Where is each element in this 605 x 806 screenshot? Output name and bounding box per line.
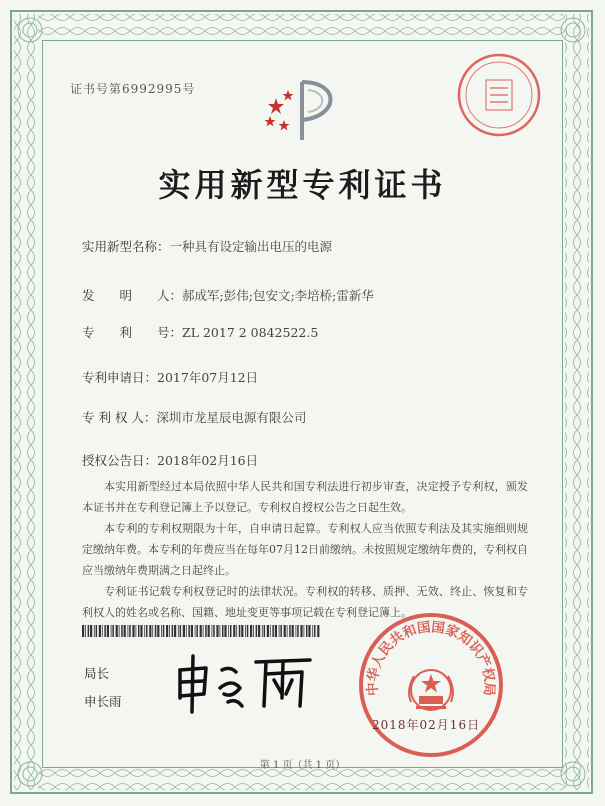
field-label: 专 利 权 人： xyxy=(82,410,157,425)
body-paragraph: 本实用新型经过本局依照中华人民共和国专利法进行初步审查，决定授予专利权，颁发本证书并在专利登记簿上予以登记。专利权自授权公告之日起生效。 xyxy=(82,480,528,514)
field-value: 一种具有设定输出电压的电源 xyxy=(169,239,333,254)
field-patent-number xyxy=(82,323,318,341)
field-utility-model-name xyxy=(82,237,332,255)
field-label: 专利申请日： xyxy=(82,370,158,385)
body-paragraph: 本专利的专利权期限为十年，自申请日起算。专利权人应当依照专利法及其实施细则规定缴纳年费。本专利的年费应当在每年07月12日前缴纳。未按照规定缴纳年费的，专利权自应当缴纳年费期满之日起终止。 xyxy=(82,522,528,577)
sipo-logo-icon xyxy=(262,76,354,146)
field-label: 专 利 号： xyxy=(82,325,183,340)
field-grant-date xyxy=(82,451,258,469)
director-signature xyxy=(170,648,320,718)
field-label: 发 明 人： xyxy=(82,288,183,303)
body-paragraph: 专利证书记载专利权登记时的法律状况。专利权的转移、质押、无效、终止、恢复和专利权人的姓名或名称、国籍、地址变更等事项记载在专利登记簿上。 xyxy=(82,585,528,619)
field-label: 授权公告日： xyxy=(82,453,158,468)
field-value: 2018年02月16日 xyxy=(157,453,259,468)
certificate-body xyxy=(82,476,528,623)
page-number: 第 1 页（共 1 页） xyxy=(259,760,346,771)
seal-text: 中华人民共和国国家知识产权局 xyxy=(364,619,498,697)
field-label: 实用新型名称： xyxy=(82,239,170,254)
field-value: 2017年07月12日 xyxy=(157,370,259,385)
official-seal-icon xyxy=(356,610,506,760)
agent-seal-icon xyxy=(454,50,544,140)
barcode-icon xyxy=(82,625,322,637)
certificate-title: 实用新型专利证书 xyxy=(158,166,447,204)
field-value: 深圳市龙星辰电源有限公司 xyxy=(156,410,307,425)
field-patentee xyxy=(82,408,306,426)
field-inventors xyxy=(82,286,374,304)
seal-date: 2018年02月16日 xyxy=(372,718,481,732)
certificate-number: 证书号第6992995号 xyxy=(70,82,196,96)
field-application-date xyxy=(82,368,258,386)
director-title: 局长 xyxy=(84,666,110,681)
field-value: ZL 2017 2 0842522.5 xyxy=(182,325,319,340)
field-value: 郝成军;彭伟;包安文;李培桥;雷新华 xyxy=(182,288,374,303)
director-name: 申长雨 xyxy=(84,694,122,709)
